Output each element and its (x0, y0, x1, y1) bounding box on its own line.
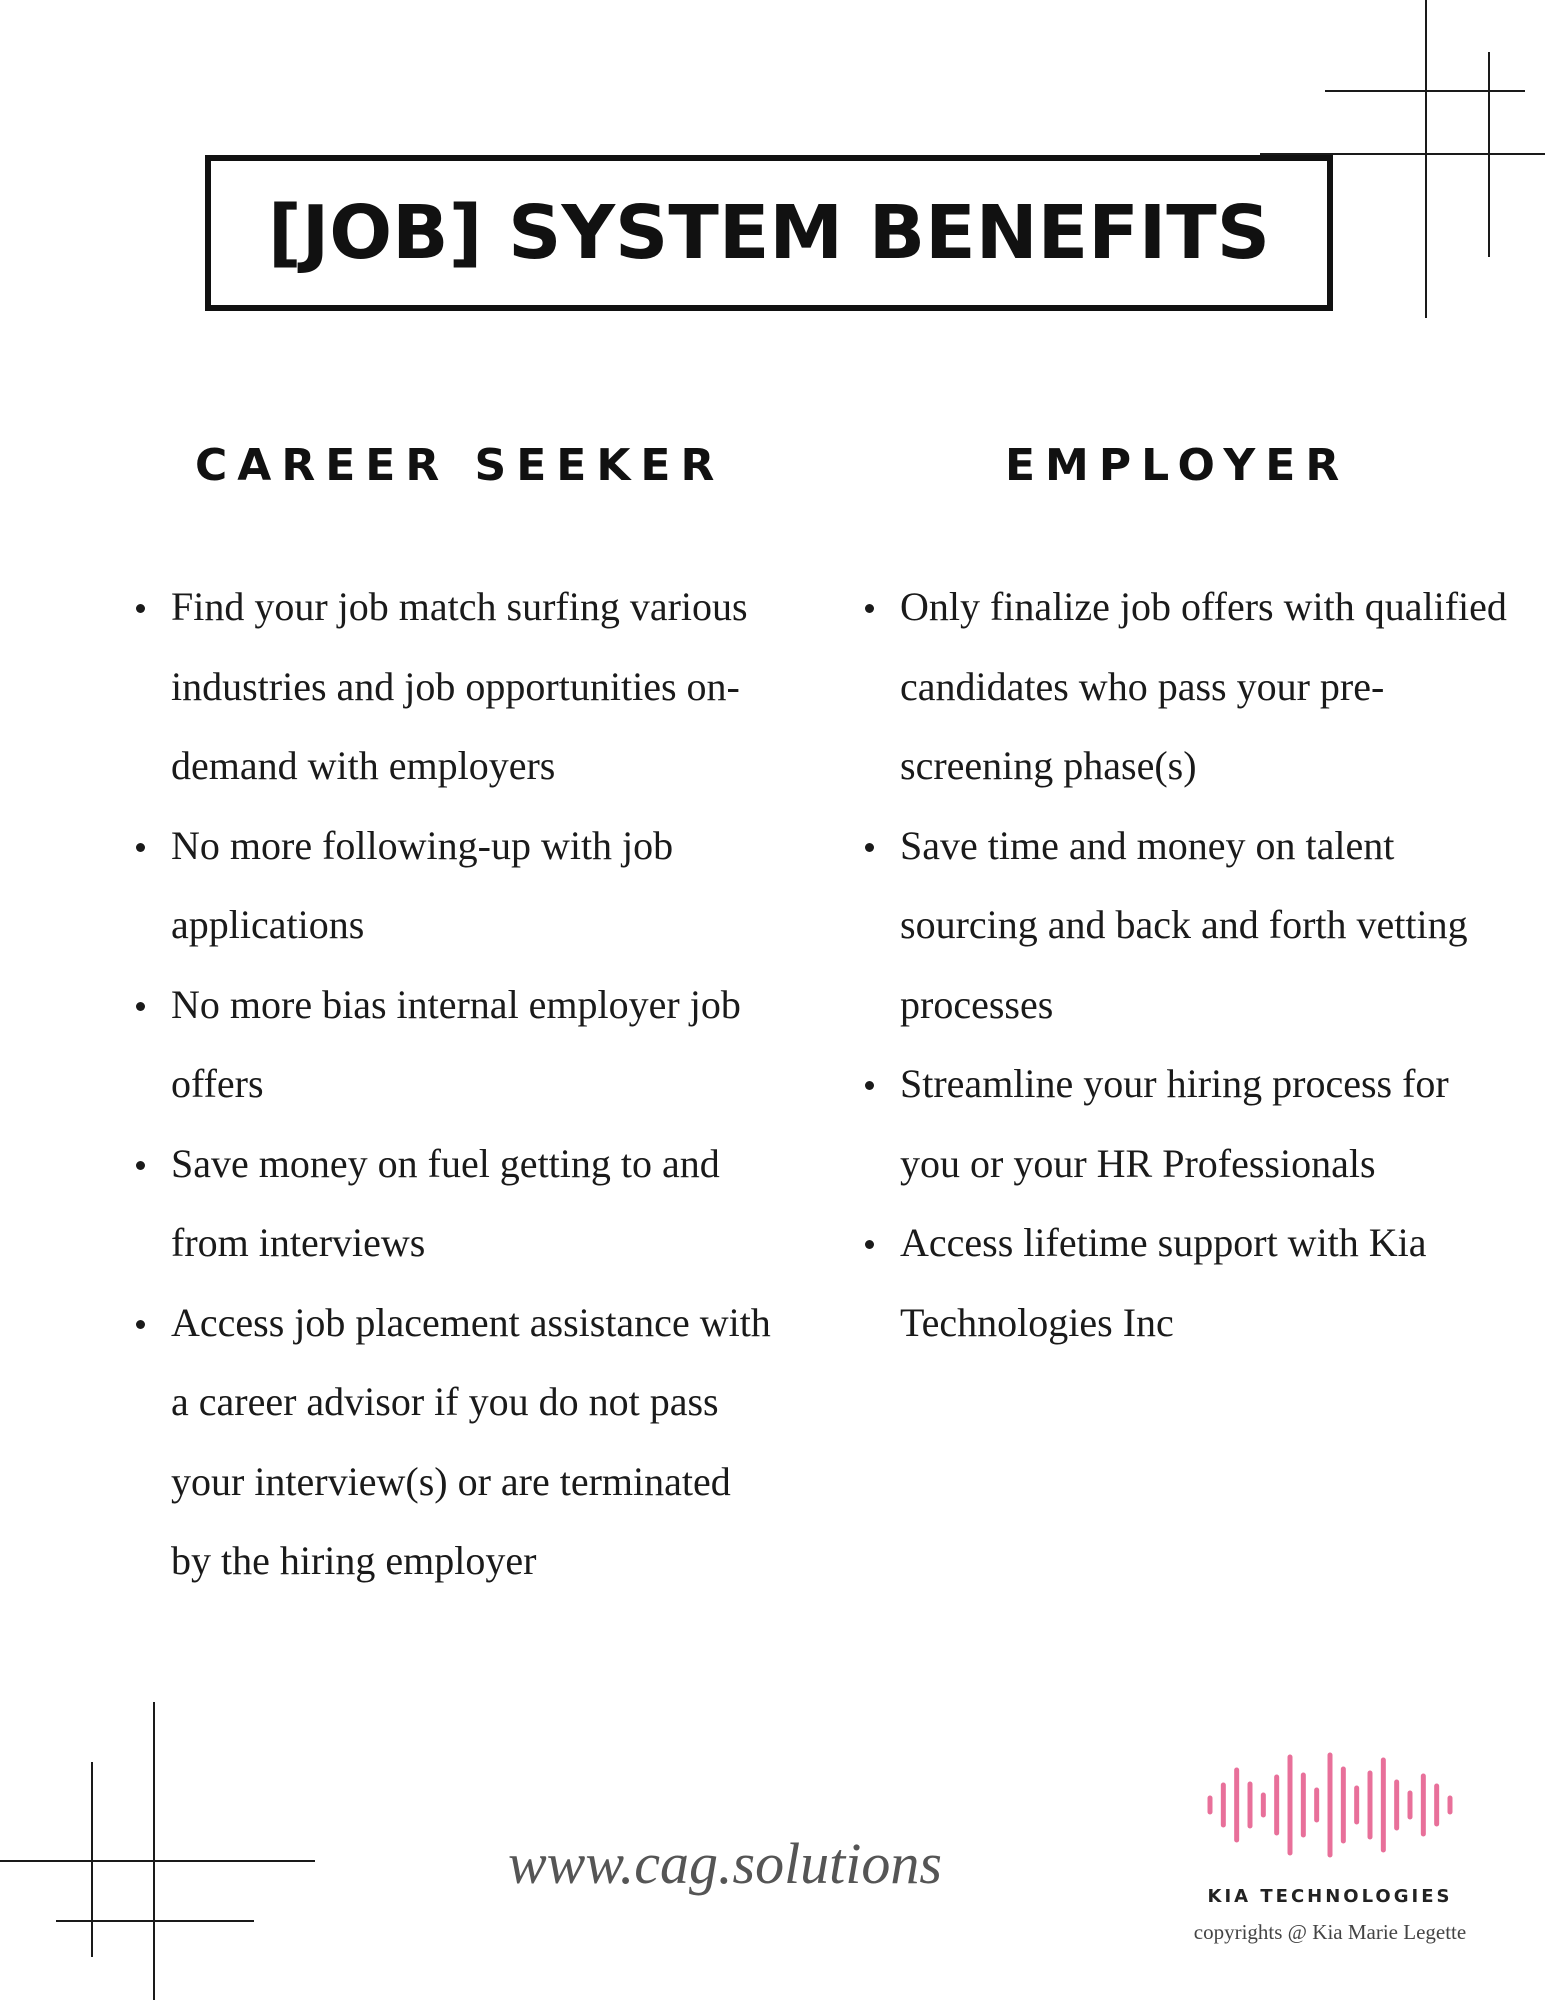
title-box (205, 155, 1333, 311)
list-item: Save time and money on talent sourcing and back and forth vetting processes (865, 806, 1515, 1045)
list-item: Find your job match surfing various industries and job opportunities on-demand with employers (136, 567, 776, 806)
list-item: Save money on fuel getting to and from interviews (136, 1124, 776, 1283)
page-title: [JOB] SYSTEM BENEFITS (267, 190, 1271, 276)
brand-name: KIA TECHNOLOGIES (1207, 1886, 1453, 1907)
decorative-line (1488, 52, 1490, 257)
list-item: Access job placement assistance with a career advisor if you do not pass your interview(s) or are terminated by the hiring employer (136, 1283, 776, 1601)
list-item: No more bias internal employer job offers (136, 965, 776, 1124)
list-item: Streamline your hiring process for you or your HR Professionals (865, 1044, 1515, 1203)
career-seeker-benefits-list (136, 567, 776, 1601)
list-item: No more following-up with job applications (136, 806, 776, 965)
website-url: www.cag.solutions (508, 1831, 942, 1896)
decorative-line (56, 1920, 254, 1922)
decorative-line (1425, 0, 1427, 318)
sound-wave-icon (1205, 1745, 1455, 1865)
career-seeker-heading: CAREER SEEKER (195, 440, 725, 491)
list-item: Only finalize job offers with qualified candidates who pass your pre-screening phase(s) (865, 567, 1515, 806)
list-item: Access lifetime support with Kia Technologies Inc (865, 1203, 1515, 1362)
employer-benefits-list (865, 567, 1515, 1362)
copyright-text: copyrights @ Kia Marie Legette (1193, 1920, 1467, 1944)
employer-heading: EMPLOYER (1005, 440, 1350, 491)
